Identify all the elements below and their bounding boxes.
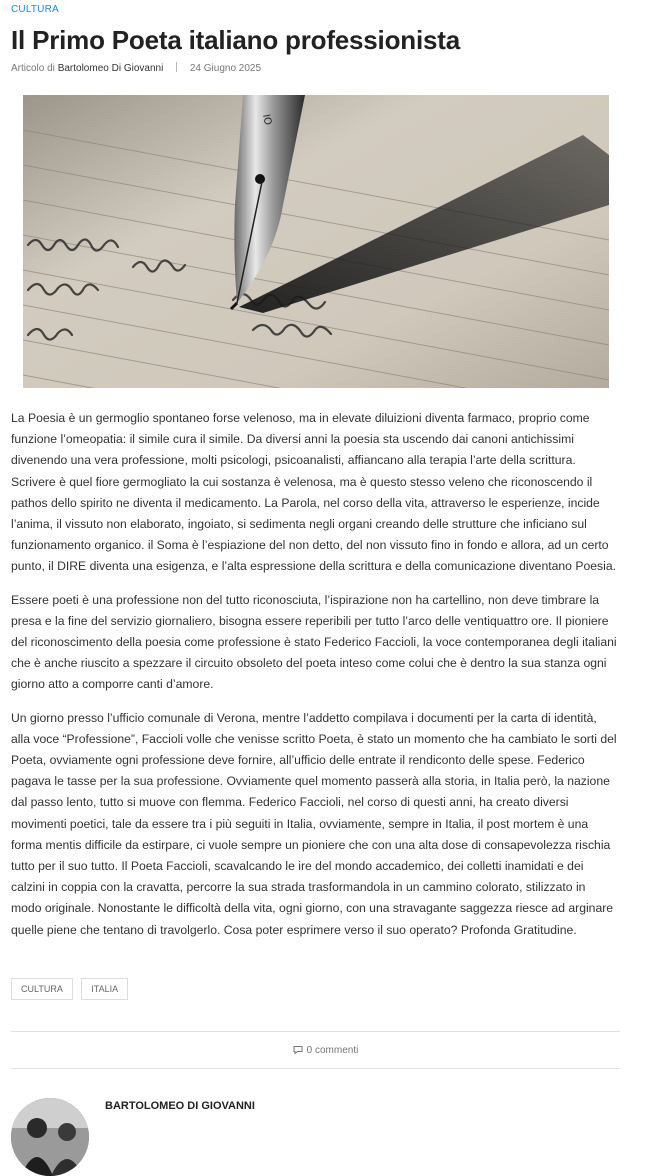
author-photo-icon xyxy=(11,1098,89,1176)
hero-image xyxy=(23,95,609,388)
post-category-link[interactable]: CULTURA xyxy=(11,4,59,15)
svg-text:IO: IO xyxy=(260,113,274,127)
post-tags xyxy=(11,978,132,1000)
post-title: Il Primo Poeta italiano professionista xyxy=(11,25,460,55)
divider xyxy=(11,1031,620,1032)
author-prefix: Articolo di xyxy=(11,63,55,74)
content-paragraph: La Poesia è un germoglio spontaneo forse velenoso, ma in elevate diluizioni diventa farmaco, proprio come funzione l’omeopatia: il simile cura il simile. Da diversi anni la poesia sta uscendo dai canoni antichissimi divenendo una vera professione, molti psicologi, psicoanalisti, affiancano alla terapia l’arte della scrittura. Scrivere è quel fiore germogliato la cui sostanza è velenosa, ma è questo stesso veleno che riconoscendo il pathos dello spirito ne diventa il medicamento. La Parola, nel corso della vita, attraverso le esperienze, incide l’anima, il vissuto non elaborato, ingoiato, si sedimenta negli organi creando delle strutture che inficiano sul funzionamento organico. il Soma è l’espiazione del non detto, del non vissuto fino in fondo e allora, ad un certo punto, il DIRE diventa una esigenza, e l’alta espressione della scrittura e della comunicazione diventano Poesia. xyxy=(11,411,616,574)
author-box-name[interactable]: BARTOLOMEO DI GIOVANNI xyxy=(105,1100,255,1112)
tag-italia[interactable]: ITALIA xyxy=(81,978,128,1000)
author-avatar[interactable] xyxy=(11,1098,89,1176)
author-link[interactable]: Bartolomeo Di Giovanni xyxy=(57,63,164,74)
comments-count: 0 commenti xyxy=(306,1045,359,1056)
tag-cultura[interactable]: CULTURA xyxy=(11,978,73,1000)
content-paragraph: Un giorno presso l’ufficio comunale di Verona, mentre l’addetto compilava i documenti per la carta di identità, alla voce “Professione”, Faccioli volle che venisse scritto Poeta, è stato un momento che ha cambiato le sorti del Poeta, ovviamente ogni professione deve fornire, all’ufficio delle entrate il rendiconto delle spese. Federico pagava le tasse per la sua professione. Ovviamente quel momento passerà alla storia, in Italia però, la nazione dal passo lento, tutto si muove con flemma. Federico Faccioli, nel corso di questi anni, ha creato diversi movimenti poetici, tale da essere tra i più seguiti in Italia, ovviamente, sempre in Italia, il post mortem è una forma mentis difficile da estirpare, ci vuole sempre un pioniere che con una alta dose di consapevolezza rischia tutto per il suo tutto. Il Poeta Faccioli, scavalcando le ire del mondo accademico, dei colletti inamidati e dei calzini in coppia con la cravatta, percorre la sua strada trasformandola in un cammino colorato, stilizzato in modo originale. Nonostante le difficoltà della vita, ogni giorno, con una stravagante saggezza riesce ad arginare quelle piene che tentano di travolgerlo. Cosa poter esprimere verso il suo operato? Profonda Gratitudine. xyxy=(11,710,617,937)
post-meta xyxy=(11,62,261,74)
speech-bubble-icon xyxy=(293,1045,303,1058)
comments-link[interactable] xyxy=(0,1045,651,1058)
post-content xyxy=(11,408,618,953)
content-paragraph: Essere poeti è una professione non del tutto riconosciuta, l’ispirazione non ha cartellino, non deve timbrare la presa e la fine del servizio giornaliero, bisogna essere reperibili per tutto l’arco delle ventiquattro ore. Il pioniere del riconoscimento della poesia come professione è stato Federico Faccioli, la voce contemporanea degli italiani che è anche riuscito a spezzare il circuito obsoleto del poeta inteso come colui che è dentro la sua stanza ogni giorno atto a comporre canti d’amore. xyxy=(11,592,617,692)
meta-divider xyxy=(176,62,177,72)
fountain-pen-photo-icon xyxy=(23,95,609,388)
post-date: 24 Giugno 2025 xyxy=(189,63,262,74)
divider xyxy=(11,1068,620,1069)
